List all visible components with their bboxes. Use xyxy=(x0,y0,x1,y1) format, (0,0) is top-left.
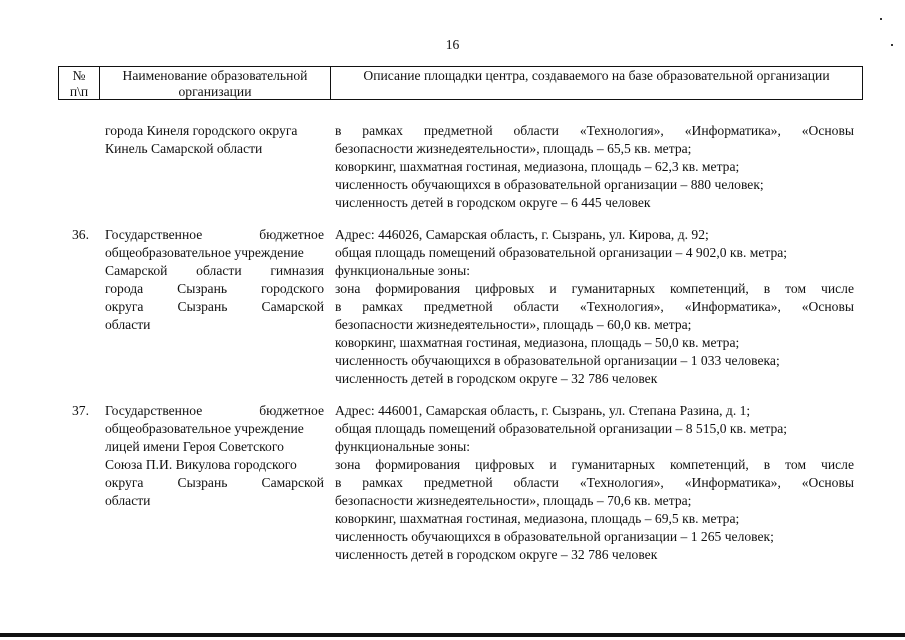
header-name-line: организации xyxy=(178,84,252,99)
org-name-line: города Кинеля городского округа xyxy=(105,123,298,138)
description-line: функциональные зоны: xyxy=(335,439,471,454)
org-name-line: области xyxy=(105,493,151,508)
description-line: численность обучающихся в образовательной организации – 1 265 человек; xyxy=(335,529,774,544)
org-name-line: Союза П.И. Викулова городского xyxy=(105,457,297,472)
description-line: общая площадь помещений образовательной организации – 4 902,0 кв. метра; xyxy=(335,245,788,260)
description-line: в рамках предметной области «Технология», «Информатика», «Основы xyxy=(335,299,854,314)
org-name-line: Самарской области гимназия xyxy=(105,263,324,278)
description-line: в рамках предметной области «Технология», «Информатика», «Основы xyxy=(335,475,854,490)
description-line: численность обучающихся в образовательной организации – 880 человек; xyxy=(335,177,764,192)
description-line: общая площадь помещений образовательной организации – 8 515,0 кв. метра; xyxy=(335,421,788,436)
description-line: коворкинг, шахматная гостиная, медиазона, площадь – 50,0 кв. метра; xyxy=(335,335,740,350)
org-name-line: Кинель Самарской области xyxy=(105,141,263,156)
description-line: численность детей в городском округе – 32 786 человек xyxy=(335,547,658,562)
header-number-cell xyxy=(59,67,100,99)
header-name-line: Наименование образовательной xyxy=(122,68,308,83)
org-name-line: лицей имени Героя Советского xyxy=(105,439,284,454)
org-name-line: округа Сызрань Самарской xyxy=(105,475,324,490)
scan-bottom-edge xyxy=(0,633,905,637)
header-number-abbrev: п\п xyxy=(69,84,89,99)
org-name-line: общеобразовательное учреждение xyxy=(105,245,304,260)
description-line: безопасности жизнедеятельности», площадь – 60,0 кв. метра; xyxy=(335,317,692,332)
org-name-line: области xyxy=(105,317,151,332)
description-line: численность детей в городском округе – 6 445 человек xyxy=(335,195,651,210)
description-line: зона формирования цифровых и гуманитарных компетенций, в том числе xyxy=(335,457,854,472)
description-line: в рамках предметной области «Технология», «Информатика», «Основы xyxy=(335,123,854,138)
org-name-line: Государственное бюджетное xyxy=(105,227,324,242)
org-name-line: общеобразовательное учреждение xyxy=(105,421,304,436)
description-line: Адрес: 446001, Самарская область, г. Сызрань, ул. Степана Разина, д. 1; xyxy=(335,403,751,418)
header-name-cell xyxy=(100,67,331,99)
org-name-line: города Сызрань городского xyxy=(105,281,324,296)
org-name-line: Государственное бюджетное xyxy=(105,403,324,418)
org-name-line: округа Сызрань Самарской xyxy=(105,299,324,314)
description-line: численность обучающихся в образовательной организации – 1 033 человека; xyxy=(335,353,780,368)
description-line: численность детей в городском округе – 32 786 человек xyxy=(335,371,658,386)
description-line: безопасности жизнедеятельности», площадь – 70,6 кв. метра; xyxy=(335,493,692,508)
description-line: безопасности жизнедеятельности», площадь – 65,5 кв. метра; xyxy=(335,141,692,156)
row-number: 37. xyxy=(72,403,89,418)
row-number: 36. xyxy=(72,227,89,242)
table-header xyxy=(58,66,863,100)
scan-speck xyxy=(880,18,882,20)
description-line: зона формирования цифровых и гуманитарных компетенций, в том числе xyxy=(335,281,854,296)
description-line: коворкинг, шахматная гостиная, медиазона, площадь – 62,3 кв. метра; xyxy=(335,159,740,174)
description-line: Адрес: 446026, Самарская область, г. Сызрань, ул. Кирова, д. 92; xyxy=(335,227,709,242)
description-line: функциональные зоны: xyxy=(335,263,471,278)
page-number: 16 xyxy=(445,37,460,52)
header-number-symbol: № xyxy=(72,68,86,83)
header-description-cell: Описание площадки центра, создаваемого на базе образовательной организации xyxy=(363,68,830,83)
description-line: коворкинг, шахматная гостиная, медиазона, площадь – 69,5 кв. метра; xyxy=(335,511,740,526)
